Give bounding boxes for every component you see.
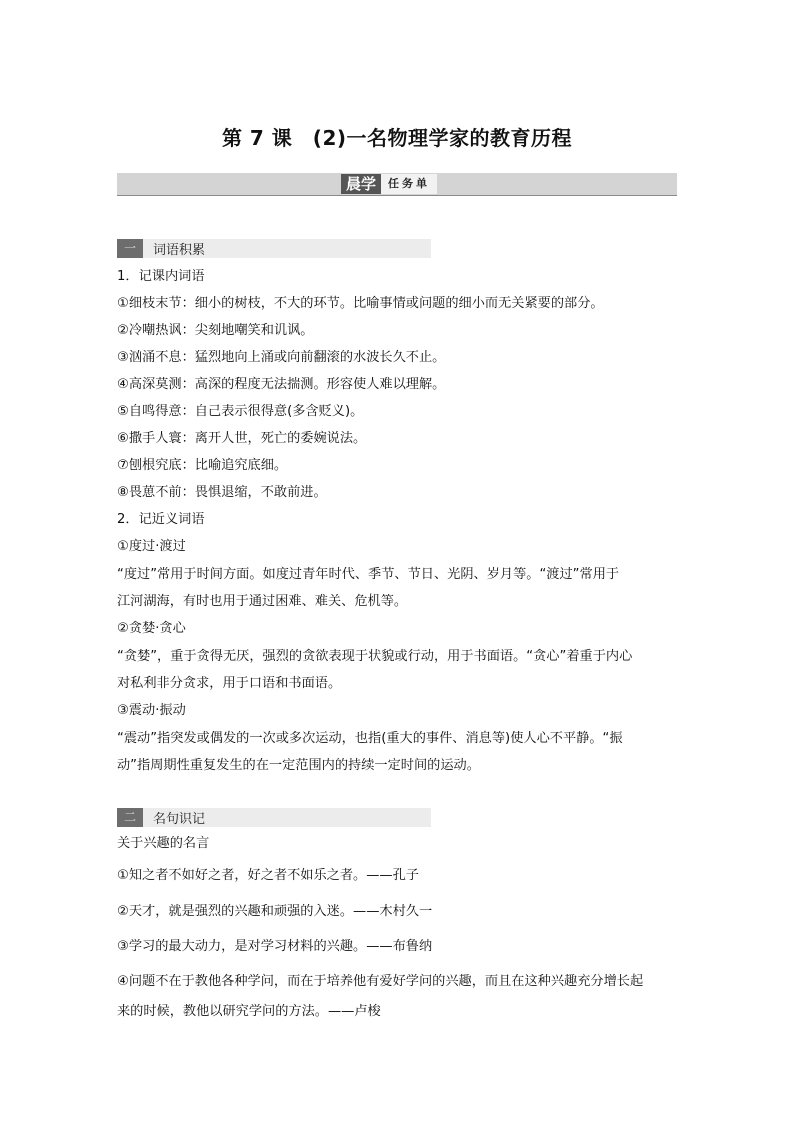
term-line: ⑧畏葸不前：畏惧退缩，不敢前进。	[117, 485, 327, 500]
synonym-pair: ②贪婪·贪心	[117, 621, 186, 636]
page-title: 第 7 课 (2)一名物理学家的教育历程	[221, 126, 573, 150]
quote-line: ③学习的最大动力，是对学习材料的兴趣。——布鲁纳	[117, 939, 433, 954]
section-number: 一	[117, 239, 143, 258]
synonym-pair: ①度过·渡过	[117, 539, 186, 554]
quote-line: ①知之者不如好之者，好之者不如乐之者。——孔子	[117, 868, 419, 883]
synonym-explanation: 江河湖海，有时也用于通过困难、难关、危机等。	[117, 594, 408, 609]
synonym-explanation: “贪婪”，重于贪得无厌，强烈的贪欲表现于状貌或行动，用于书面语。“贪心”着重于内心	[117, 649, 633, 664]
section-banner	[117, 173, 677, 196]
term-line: ⑤自鸣得意：自己表示很得意(多含贬义)。	[117, 404, 364, 419]
subheading-in-class-words: 1．记课内词语	[117, 269, 205, 284]
quote-line: ④问题不在于教他各种学问，而在于培养他有爱好学问的兴趣，而且在这种兴趣充分增长起	[117, 974, 644, 989]
section-label: 名句识记	[153, 812, 206, 827]
section-header-famous-quotes	[117, 808, 431, 827]
synonym-explanation: “震动”指突发或偶发的一次或多次运动，也指(重大的事件、消息等)使人心不平静。“振	[117, 731, 623, 746]
quote-line: 来的时候，教他以研究学问的方法。——卢梭	[117, 1004, 381, 1019]
synonym-explanation: 对私利非分贪求，用于口语和书面语。	[117, 676, 342, 691]
section-header-vocabulary	[117, 239, 431, 258]
term-line: ①细枝末节：细小的树枝，不大的环节。比喻事情或问题的细小而无关紧要的部分。	[117, 296, 604, 311]
term-line: ⑥撒手人寰：离开人世，死亡的委婉说法。	[117, 431, 367, 446]
banner-sub-label: 任务单	[381, 174, 437, 194]
synonym-explanation: “度过”常用于时间方面。如度过青年时代、季节、节日、光阴、岁月等。“渡过”常用于	[117, 567, 620, 582]
synonym-pair: ③震动·振动	[117, 703, 186, 718]
banner-main-label: 晨学	[341, 174, 381, 194]
term-line: ③汹涌不息：猛烈地向上涌或向前翻滚的水波长久不止。	[117, 350, 446, 365]
term-line: ⑦刨根究底：比喻追究底细。	[117, 458, 288, 473]
subheading-synonyms: 2．记近义词语	[117, 512, 205, 527]
term-line: ④高深莫测：高深的程度无法揣测。形容使人难以理解。	[117, 377, 446, 392]
section-label: 词语积累	[153, 243, 206, 258]
section-number: 二	[117, 808, 143, 827]
term-line: ②冷嘲热讽：尖刻地嘲笑和讥讽。	[117, 323, 314, 338]
quote-line: ②天才，就是强烈的兴趣和顽强的入迷。——木村久一	[117, 904, 433, 919]
synonym-explanation: 动”指周期性重复发生的在一定范围内的持续一定时间的运动。	[117, 758, 480, 773]
quotes-heading: 关于兴趣的名言	[117, 836, 210, 851]
